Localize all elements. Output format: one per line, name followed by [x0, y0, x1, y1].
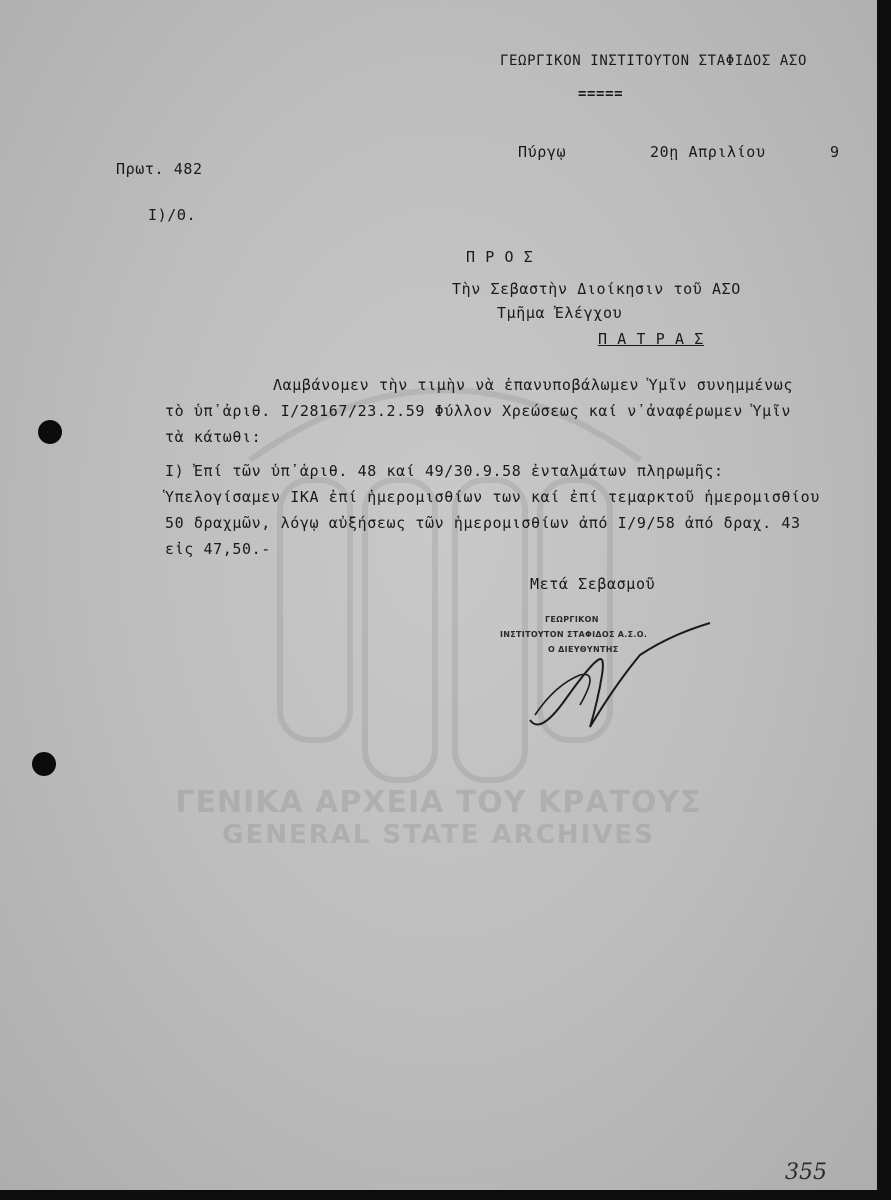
- header-underline: =====: [578, 86, 624, 102]
- punch-hole-bottom: [32, 752, 56, 776]
- stamp-line-2: ΙΝΣΤΙΤΟΥΤΟΝ ΣΤΑΦΙΔΟΣ Α.Σ.Ο.: [500, 630, 648, 639]
- recipient-line-1: Τὴν Σεβαστὴν Διοίκησιν τοῦ ΑΣΟ: [452, 280, 741, 298]
- letter-date-suffix: 9: [830, 143, 840, 161]
- institution-header: ΓΕΩΡΓΙΚΟΝ ΙΝΣΤΙΤΟΥΤΟΝ ΣΤΑΦΙΔΟΣ ΑΣΟ: [500, 53, 807, 69]
- letter-place: Πύργῳ: [518, 143, 567, 161]
- recipient-line-2: Τμῆμα Ἐλέγχου: [497, 304, 623, 322]
- watermark-english-text: GENERAL STATE ARCHIVES: [222, 820, 655, 850]
- body-line: εἰς 47,50.-: [165, 540, 271, 558]
- closing-salutation: Μετά Σεβασμοῦ: [530, 575, 656, 593]
- body-line: Ι) Ἐπί τῶν ὑπ᾿ἀριθ. 48 καί 49/30.9.58 ἐνταλμάτων πληρωμῆς:: [165, 462, 724, 480]
- protocol-number: Πρωτ. 482: [116, 160, 203, 178]
- file-code: Ι)/Θ.: [148, 206, 197, 224]
- stamp-line-3: Ο ΔΙΕΥΘΥΝΤΗΣ: [548, 645, 619, 654]
- body-line: Ὑπελογίσαμεν ΙΚΑ ἐπί ἡμερομισθίων των καί ἐπί τεμαρκτοῦ ἡμερομισθίου: [165, 488, 820, 506]
- body-line: 50 δραχμῶν, λόγῳ αὐξήσεως τῶν ἡμερομισθίων ἀπό Ι/9/58 ἀπό δραχ. 43: [165, 514, 801, 532]
- recipient-to-label: Π Ρ Ο Σ: [466, 248, 534, 266]
- scan-border-bottom: [0, 1190, 891, 1200]
- page-number: 355: [785, 1160, 827, 1185]
- watermark-greek-text: ΓΕΝΙΚΑ ΑΡΧΕΙΑ ΤΟΥ ΚΡΑΤΟΥΣ: [175, 785, 702, 820]
- recipient-city: Π Α Τ Ρ Α Σ: [598, 330, 704, 348]
- body-line: τὸ ὑπ᾿ἀριθ. Ι/28167/23.2.59 Φύλλον Χρεώσεως καί ν᾿ἀναφέρωμεν Ὑμῖν: [165, 402, 791, 420]
- handwritten-signature: [520, 615, 720, 735]
- stamp-line-1: ΓΕΩΡΓΙΚΟΝ: [545, 615, 599, 624]
- letter-date: 20ῃ Απριλίου: [650, 143, 766, 161]
- punch-hole-top: [38, 420, 62, 444]
- scan-border-right: [877, 0, 891, 1200]
- body-line: τὰ κάτωθι:: [165, 428, 262, 446]
- body-line: Λαμβάνομεν τὴν τιμὴν νὰ ἐπανυποβάλωμεν Ὑμῖν συνημμένως: [273, 376, 794, 394]
